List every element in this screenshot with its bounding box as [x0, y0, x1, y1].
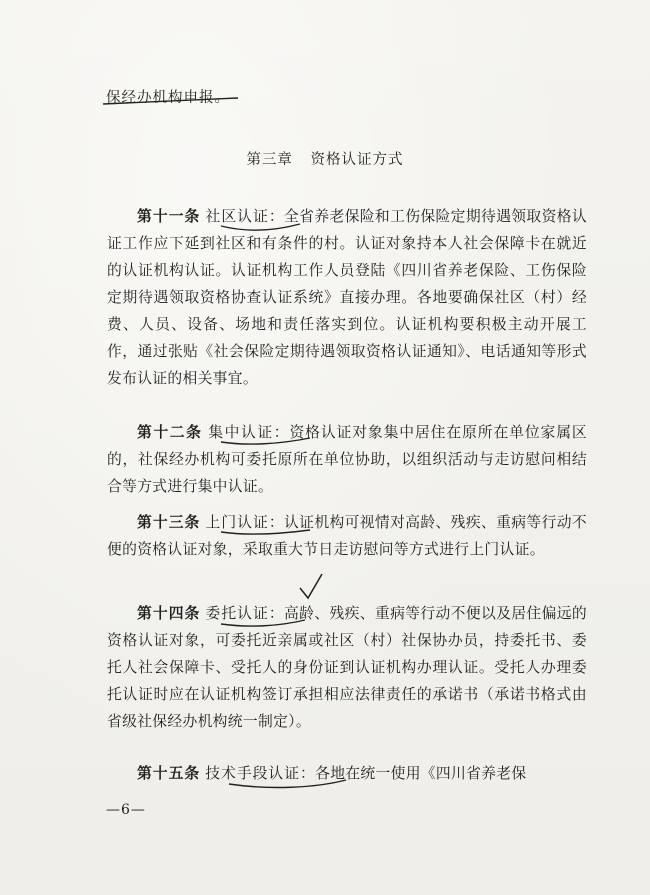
article-15: 第十五条 技术手段认证：各地在统一使用《四川省养老保 [137, 765, 527, 782]
chapter-number: 第三章 [246, 152, 293, 168]
check-mark-icon [300, 574, 322, 598]
article-number: 第十五条 [137, 765, 201, 782]
page-number: —6— [106, 802, 146, 818]
chapter-heading [0, 148, 650, 169]
article-number: 第十四条 [137, 605, 201, 622]
article-number: 第十二条 [137, 424, 203, 441]
chapter-title: 资格认证方式 [310, 152, 404, 168]
article-text: 全省养老保险和工伤保险定期待遇领取资格认证工作应下延到社区和有条件的村。认证对象持本人社会保障卡在就近的认证机构认证。认证机构工作人员登陆《四川省养老保险、工伤保险定期待遇领取资格协查认证系统》直接办理。各地要确保社区（村）经费、人员、设备、场地和责任落实到位。认证机构要积极主动开展工作，通过张贴《社会保险定期待遇领取资格认证通知》、电话通知等形式发布认证的相关事宜。 [107, 208, 587, 387]
article-14: 第十四条 委托认证：高龄、残疾、重病等行动不便以及居住偏远的资格认证对象，可委托近亲属或社区（村）社保协办员，持委托书、委托人社会保障卡、受托人的身份证到认证机构办理认证。受托人办理委托认证时应在认证机构签订承担相应法律责任的承诺书（承诺书格式由省级社保经办机构统一制定）。 [107, 605, 587, 730]
article-number: 第十三条 [137, 514, 201, 531]
article-text: 资格认证对象集中居住在原所在单位家属区的，社保经办机构可委托原所在单位协助，以组织活动与走访慰问相结合等方式进行集中认证。 [107, 424, 587, 495]
article-12: 第十二条 集中认证：资格认证对象集中居住在原所在单位家属区的，社保经办机构可委托原所在单位协助，以组织活动与走访慰问相结合等方式进行集中认证。 [107, 424, 587, 495]
carry-over-text: 保经办机构申报。 [106, 90, 230, 106]
article-term: 上门认证 [205, 514, 269, 531]
article-text: 高龄、残疾、重病等行动不便以及居住偏远的资格认证对象，可委托近亲属或社区（村）社保协办员，持委托书、委托人社会保障卡、受托人的身份证到认证机构办理认证。受托人办理委托认证时应在认证机构签订承担相应法律责任的承诺书（承诺书格式由省级社保经办机构统一制定）。 [107, 605, 587, 730]
article-text: 认证机构可视情对高龄、残疾、重病等行动不便的资格认证对象，采取重大节日走访慰问等方式进行上门认证。 [107, 514, 587, 558]
article-11: 第十一条 社区认证：全省养老保险和工伤保险定期待遇领取资格认证工作应下延到社区和有条件的村。认证对象持本人社会保障卡在就近的认证机构认证。认证机构工作人员登陆《四川省养老保险、工伤保险定期待遇领取资格协查认证系统》直接办理。各地要确保社区（村）经费、人员、设备、场地和责任落实到位。认证机构要积极主动开展工作，通过张贴《社会保险定期待遇领取资格认证通知》、电话通知等形式发布认证的相关事宜。 [107, 208, 587, 387]
article-term: 集中认证 [208, 424, 274, 441]
article-text: 各地在统一使用《四川省养老保 [315, 765, 527, 782]
article-term: 委托认证 [205, 605, 269, 622]
article-number: 第十一条 [137, 208, 201, 225]
article-term: 技术手段认证 [205, 765, 301, 782]
article-term: 社区认证 [205, 208, 269, 225]
article-13: 第十三条 上门认证：认证机构可视情对高龄、残疾、重病等行动不便的资格认证对象，采取重大节日走访慰问等方式进行上门认证。 [107, 514, 587, 558]
